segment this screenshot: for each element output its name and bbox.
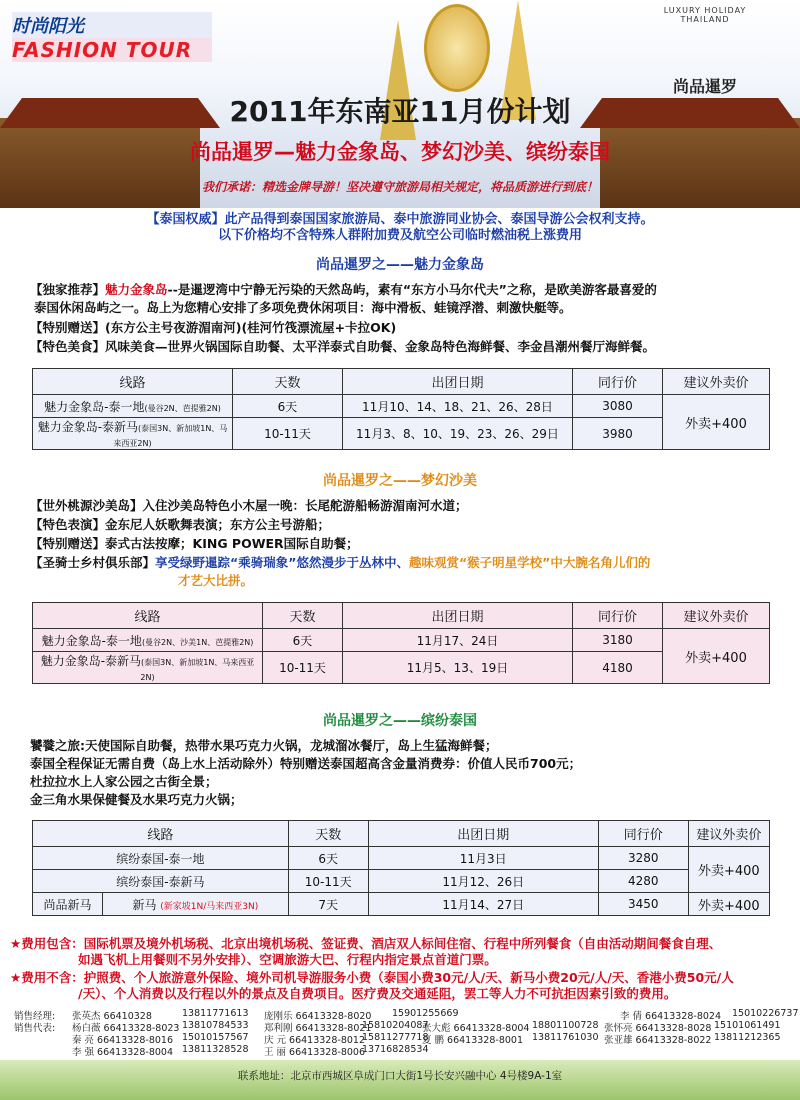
table-header bbox=[33, 821, 770, 847]
highlight: 魅力金象岛 bbox=[105, 282, 168, 297]
table-header bbox=[33, 369, 770, 395]
contact: 郑利刚 66413328-8021 bbox=[264, 1023, 372, 1034]
text: --是暹逻湾中宁静无污染的天然岛屿，素有“东方小马尔代夫”之称，是欧美游客最喜爱的 bbox=[167, 282, 657, 297]
label: 【圣骑士乡村俱乐部】 bbox=[30, 555, 156, 570]
s3-line-1: 饕餮之旅:天使国际自助餐，热带水果巧克力火锅，龙城溜冰餐厅，岛上生猛海鲜餐； bbox=[30, 738, 498, 753]
contact: 张怀亮 66413328-8028 bbox=[604, 1023, 712, 1034]
contact-row bbox=[14, 1008, 799, 1022]
label-sales-mgr: 销售经理: bbox=[14, 1011, 56, 1022]
days: 10-11天 bbox=[263, 652, 343, 684]
route: 缤纷泰国-泰一地 bbox=[33, 847, 289, 870]
contact: 夏 鹏 66413328-8001 bbox=[422, 1035, 523, 1046]
phone: 13810784533 bbox=[182, 1020, 249, 1031]
label: 【特别赠送】 bbox=[30, 536, 106, 551]
siam-logo bbox=[640, 6, 770, 96]
col-days: 天数 bbox=[288, 821, 368, 847]
price: 4280 bbox=[598, 870, 688, 893]
days: 6天 bbox=[263, 629, 343, 652]
price: 3450 bbox=[598, 893, 688, 916]
route-note: (曼谷2N、芭提雅2N) bbox=[144, 403, 221, 413]
price: 3180 bbox=[573, 629, 663, 652]
price: 3080 bbox=[573, 395, 663, 418]
text-orange: 趣味观赏“猴子明星学校”中大腕名角儿们的 bbox=[408, 555, 651, 570]
contact: 秦 亮 66413328-8016 bbox=[72, 1035, 173, 1046]
route-note: (泰国3N、新加坡1N、马来西亚2N) bbox=[113, 424, 228, 448]
col-suggest: 建议外卖价 bbox=[663, 369, 770, 395]
fee-excl-line1 bbox=[10, 970, 790, 986]
fee-incl-text2: 如遇飞机上用餐则不另外安排）、空调旅游大巴、行程内指定景点首道门票。 bbox=[78, 952, 497, 967]
price: 3980 bbox=[573, 418, 663, 450]
s2-line-2 bbox=[30, 515, 330, 533]
phone: 18801100728 bbox=[532, 1020, 599, 1031]
label: 【特别赠送】 bbox=[30, 320, 106, 335]
logo-en: FASHION TOUR bbox=[12, 38, 212, 62]
route-prefix: 尚品新马 bbox=[33, 893, 103, 916]
table-row bbox=[33, 893, 770, 916]
notice-authority: 【泰国权威】此产品得到泰国国家旅游局、泰中旅游同业协会、泰国导游公会权利支持。 bbox=[146, 212, 654, 227]
dates: 11月17、24日 bbox=[343, 629, 573, 652]
fee-excl-label: ★费用不含： bbox=[10, 970, 84, 985]
fee-included bbox=[10, 936, 790, 968]
s3-line-2: 泰国全程保证无需自费（岛上水上活动除外）特别赠送泰国超高含金量消费券：价值人民币700元； bbox=[30, 756, 582, 771]
route-name: 魅力金象岛-泰新马 bbox=[37, 420, 139, 434]
route-name: 魅力金象岛-泰新马 bbox=[40, 654, 142, 668]
slogan: 我们承诺：精选金牌导游！坚决遵守旅游局相关规定，将品质游进行到底！ bbox=[201, 180, 598, 194]
dates: 11月3、8、10、19、23、26、29日 bbox=[343, 418, 573, 450]
s3-line-4: 金三角水果保健餐及水果巧克力火锅； bbox=[30, 792, 243, 807]
table-row bbox=[33, 652, 770, 684]
suggest-price: 外卖+400 bbox=[663, 629, 770, 684]
s1-line-3 bbox=[30, 318, 396, 336]
dates: 11月3日 bbox=[368, 847, 598, 870]
logo-cn: 时尚阳光 bbox=[12, 12, 212, 38]
contact: 李 倩 66413328-8024 bbox=[620, 1011, 721, 1022]
route: 缤纷泰国-泰新马 bbox=[33, 870, 289, 893]
contact: 王 丽 66413328-8006 bbox=[264, 1047, 365, 1058]
section2-title: 尚品暹罗之——梦幻沙美 bbox=[323, 473, 477, 489]
col-route: 线路 bbox=[33, 369, 233, 395]
fashion-tour-logo bbox=[12, 12, 212, 72]
suggest-price: 外卖+400 bbox=[688, 893, 769, 916]
label-sales-rep: 销售代表: bbox=[14, 1023, 56, 1034]
phone: 13811761030 bbox=[532, 1032, 599, 1043]
address: 联系地址：北京市西城区阜成门口大街1号长安兴融中心 4号楼9A-1室 bbox=[237, 1070, 563, 1082]
s1-line-2: 泰国休闲岛屿之一。岛上为您精心安排了多项免费休闲项目：海中滑板、蛙镜浮潜、刺激快艇等。 bbox=[34, 300, 572, 315]
contact-row bbox=[14, 1044, 794, 1056]
table-row bbox=[33, 870, 770, 893]
col-suggest: 建议外卖价 bbox=[688, 821, 769, 847]
price-table-1 bbox=[32, 368, 770, 450]
price: 3280 bbox=[598, 847, 688, 870]
text: 金东尼人妖歌舞表演；东方公主号游船； bbox=[105, 517, 331, 532]
s2-line-5: 才艺大比拼。 bbox=[178, 573, 254, 588]
contact: 李 强 66413328-8004 bbox=[72, 1047, 173, 1058]
contact: 庆 元 66413328-8012 bbox=[264, 1035, 365, 1046]
days: 6天 bbox=[233, 395, 343, 418]
section1-title: 尚品暹罗之——魅力金象岛 bbox=[316, 257, 484, 273]
col-route: 线路 bbox=[33, 821, 289, 847]
phone: 15101061491 bbox=[714, 1020, 781, 1031]
s3-line-3: 杜拉拉水上人家公园之古街全景； bbox=[30, 774, 218, 789]
route bbox=[33, 395, 233, 418]
logo-tagline: LUXURY HOLIDAY THAILAND bbox=[663, 6, 747, 24]
price: 4180 bbox=[573, 652, 663, 684]
phone: 15811277718 bbox=[362, 1032, 429, 1043]
col-price: 同行价 bbox=[573, 603, 663, 629]
dates: 11月14、27日 bbox=[368, 893, 598, 916]
fee-incl-text1: 国际机票及境外机场税、北京出境机场税、签证费、酒店双人标间住宿、行程中所列餐食（自由活动期间餐食自理、 bbox=[83, 936, 722, 951]
days: 10-11天 bbox=[233, 418, 343, 450]
s2-line-4 bbox=[30, 553, 650, 571]
route bbox=[33, 629, 263, 652]
contact: 张英杰 66410328 bbox=[72, 1011, 152, 1022]
contact-row bbox=[14, 1032, 794, 1044]
col-price: 同行价 bbox=[573, 369, 663, 395]
text: 泰式古法按摩；KING POWER国际自助餐； bbox=[105, 536, 359, 551]
route bbox=[103, 893, 289, 916]
notice-price: 以下价格均不含特殊人群附加费及航空公司临时燃油税上涨费用 bbox=[217, 228, 582, 243]
route-name: 新马 bbox=[132, 897, 157, 912]
route-note: (曼谷2N、沙美1N、芭提雅2N) bbox=[141, 637, 254, 647]
phone: 15010226737 bbox=[732, 1008, 799, 1019]
text: 入住沙美岛特色小木屋一晚：长尾舵游船畅游湄南河水道； bbox=[142, 498, 468, 513]
table-row bbox=[33, 847, 770, 870]
price-table-2 bbox=[32, 602, 770, 684]
label: 【特色美食】 bbox=[30, 339, 106, 354]
price-table-3 bbox=[32, 820, 770, 916]
suggest-price: 外卖+400 bbox=[663, 395, 770, 450]
route-name: 魅力金象岛-泰一地 bbox=[41, 633, 142, 648]
text: (东方公主号夜游湄南河)(桂河竹筏漂流屋+卡拉OK) bbox=[105, 320, 397, 335]
phone: 13716828534 bbox=[362, 1044, 429, 1055]
s2-line-1 bbox=[30, 496, 468, 514]
header-banner bbox=[0, 0, 800, 208]
col-dates: 出团日期 bbox=[368, 821, 598, 847]
label: 【独家推荐】 bbox=[30, 282, 106, 297]
section3-title: 尚品暹罗之——缤纷泰国 bbox=[323, 713, 477, 729]
page-subtitle: 尚品暹罗—魅力金象岛、梦幻沙美、缤纷泰国 bbox=[190, 140, 610, 164]
contact: 杨白薇 66413328-8023 bbox=[72, 1023, 180, 1034]
contact: 张亚雄 66413328-8022 bbox=[604, 1035, 712, 1046]
fee-excl-text2: /天）、个人消费以及行程以外的景点及自费项目。医疗费及交通延阻，罢工等人力不可抗拒因素引致的费用。 bbox=[78, 986, 677, 1001]
suggest-price: 外卖+400 bbox=[688, 847, 769, 893]
col-dates: 出团日期 bbox=[343, 603, 573, 629]
fee-excluded bbox=[10, 970, 790, 1002]
table-header bbox=[33, 603, 770, 629]
fee-incl-label: ★费用包含： bbox=[10, 936, 84, 951]
col-dates: 出团日期 bbox=[343, 369, 573, 395]
route bbox=[33, 652, 263, 684]
fee-incl-line1 bbox=[10, 936, 790, 952]
phone: 15901255669 bbox=[392, 1008, 459, 1019]
col-route: 线路 bbox=[33, 603, 263, 629]
label: 【世外桃源沙美岛】 bbox=[30, 498, 143, 513]
dates: 11月12、26日 bbox=[368, 870, 598, 893]
route-name: 魅力金象岛-泰一地 bbox=[44, 399, 145, 414]
route bbox=[33, 418, 233, 450]
col-days: 天数 bbox=[263, 603, 343, 629]
dates: 11月10、14、18、21、26、28日 bbox=[343, 395, 573, 418]
phone: 15810204087 bbox=[362, 1020, 429, 1031]
route-note: (新家坡1N/马来西亚3N) bbox=[160, 901, 259, 912]
contact: 张大彪 66413328-8004 bbox=[422, 1023, 530, 1034]
s1-line-4 bbox=[30, 337, 655, 355]
table-row bbox=[33, 418, 770, 450]
col-price: 同行价 bbox=[598, 821, 688, 847]
label: 【特色表演】 bbox=[30, 517, 106, 532]
col-suggest: 建议外卖价 bbox=[663, 603, 770, 629]
fee-excl-text1: 护照费、个人旅游意外保险、境外司机导游服务小费（泰国小费30元/人/天、新马小费20元/人/天、香港小费50元/人 bbox=[83, 970, 734, 985]
phone: 13811328528 bbox=[182, 1044, 249, 1055]
dates: 11月5、13、19日 bbox=[343, 652, 573, 684]
col-days: 天数 bbox=[233, 369, 343, 395]
table-row bbox=[33, 629, 770, 652]
table-row bbox=[33, 395, 770, 418]
page-title: 2011年东南亚11月份计划 bbox=[229, 95, 571, 128]
contact: 庞刚乐 66413328-8020 bbox=[264, 1011, 372, 1022]
phone: 15010157567 bbox=[182, 1032, 249, 1043]
s2-line-3 bbox=[30, 534, 359, 552]
contacts bbox=[14, 1008, 799, 1058]
days: 7天 bbox=[288, 893, 368, 916]
phone: 13811212365 bbox=[714, 1032, 781, 1043]
tourism-seal-icon bbox=[424, 4, 490, 92]
text-blue: 享受绿野暹踪“乘骑瑞象”悠然漫步于丛林中、 bbox=[155, 555, 409, 570]
s1-line-1 bbox=[30, 280, 657, 298]
contact-row bbox=[14, 1020, 794, 1032]
days: 10-11天 bbox=[288, 870, 368, 893]
logo-name: 尚品暹罗 bbox=[672, 77, 737, 96]
days: 6天 bbox=[288, 847, 368, 870]
text: 风味美食—世界火锅国际自助餐、太平洋泰式自助餐、金象岛特色海鲜餐、李金昌潮州餐厅海鲜餐。 bbox=[105, 339, 656, 354]
phone: 13811771613 bbox=[182, 1008, 249, 1019]
route-note: (泰国3N、新加坡1N、马来西亚2N) bbox=[140, 658, 255, 682]
